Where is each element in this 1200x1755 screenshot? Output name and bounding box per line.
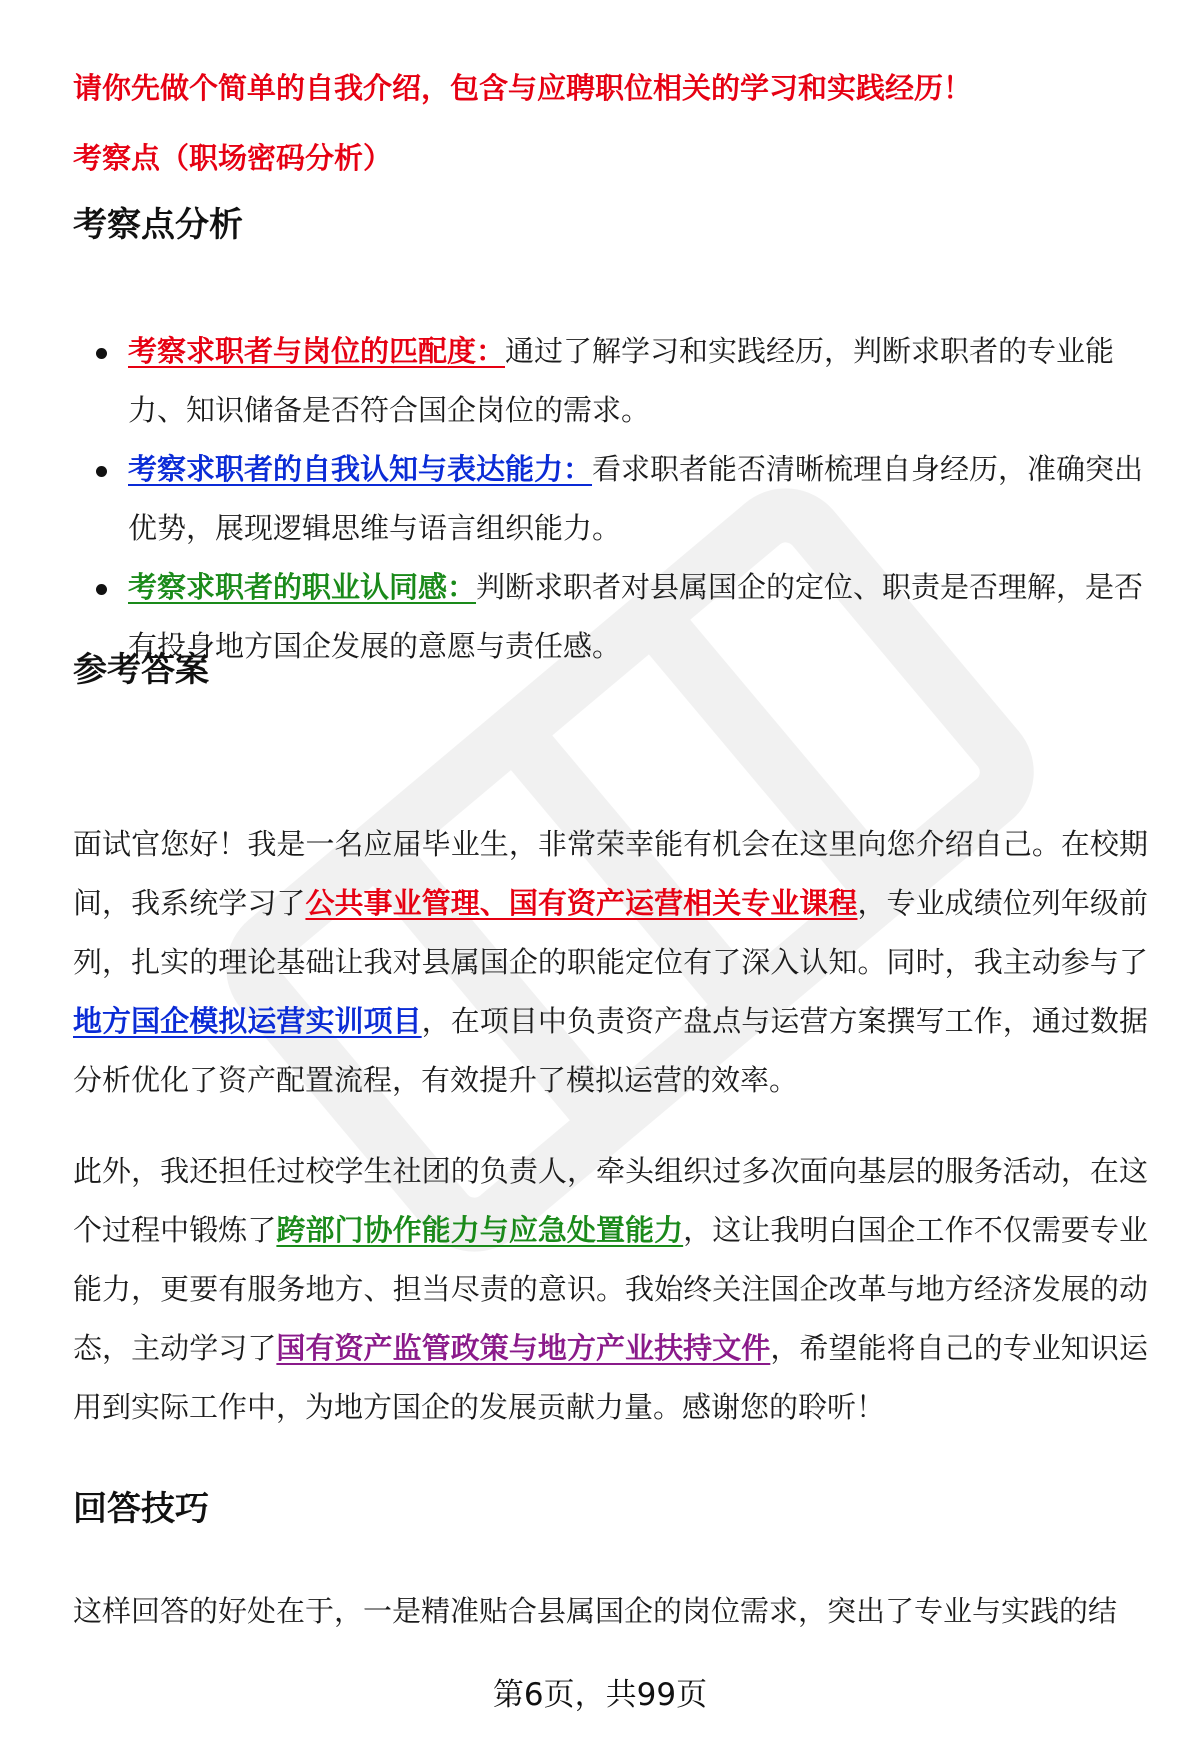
page-number: 第6页，共99页 [492,1677,708,1713]
answer-text: ，这让我明白国企工作不仅需要专业能力，更要有服务地方、担当尽责的意识。我始终关注国企改革与地方经济发展的动态，主动学习了 [73,1213,1148,1365]
analysis-list [73,322,1148,676]
answer-text: ，希望能将自己的专业知识运用到实际工作中，为地方国企的发展贡献力量。感谢您的聆听！ [73,1331,1148,1424]
question-title: 请你先做个简单的自我介绍，包含与应聘职位相关的学习和实践经历！ [73,71,973,105]
answer-keyword: 公共事业管理、国有资产运营相关专业课程 [305,886,858,920]
answer-text: ，专业成绩位列年级前列，扎实的理论基础让我对县属国企的职能定位有了深入认知。同时，我主动参与了 [73,886,1148,979]
answer-keyword: 国有资产监管政策与地方产业扶持文件 [276,1331,771,1365]
analysis-text: 通过了解学习和实践经历，判断求职者的专业能力、知识储备是否符合国企岗位的需求。 [128,334,1115,427]
analysis-text: 判断求职者对县属国企的定位、职责是否理解，是否有投身地方国企发展的意愿与责任感。 [128,570,1144,663]
tips-text: 这样回答的好处在于，一是精准贴合县属国企的岗位需求，突出了专业与实践的结 [73,1594,1118,1628]
answer-text: ，在项目中负责资产盘点与运营方案撰写工作，通过数据分析优化了资产配置流程，有效提升了模拟运营的效率。 [73,1004,1148,1097]
question-subtitle: 考察点（职场密码分析） [73,141,393,175]
bullet-icon [96,584,107,595]
analysis-item [73,440,1148,558]
answer-paragraph-1 [73,815,1148,1110]
analysis-keyword: 考察求职者的自我认知与表达能力： [128,452,593,486]
answer-keyword: 跨部门协作能力与应急处置能力 [276,1213,684,1247]
answer-text: 面试官您好！我是一名应届毕业生，非常荣幸能有机会在这里向您介绍自己。在校期间，我系统学习了 [73,827,1148,920]
answer-keyword: 地方国企模拟运营实训项目 [73,1004,422,1038]
analysis-text: 看求职者能否清晰梳理自身经历，准确突出优势，展现逻辑思维与语言组织能力。 [128,452,1144,545]
tips-heading: 回答技巧 [73,1489,209,1529]
analysis-keyword: 考察求职者与岗位的匹配度： [128,334,506,368]
analysis-keyword: 考察求职者的职业认同感： [128,570,477,604]
analysis-heading: 考察点分析 [73,205,243,245]
bullet-icon [96,466,107,477]
answer-paragraph-2 [73,1142,1148,1437]
analysis-item [73,322,1148,440]
bullet-icon [96,348,107,359]
analysis-item [73,558,1148,676]
answer-heading: 参考答案 [73,650,209,690]
answer-text: 此外，我还担任过校学生社团的负责人，牵头组织过多次面向基层的服务活动，在这个过程中锻炼了 [73,1154,1148,1247]
